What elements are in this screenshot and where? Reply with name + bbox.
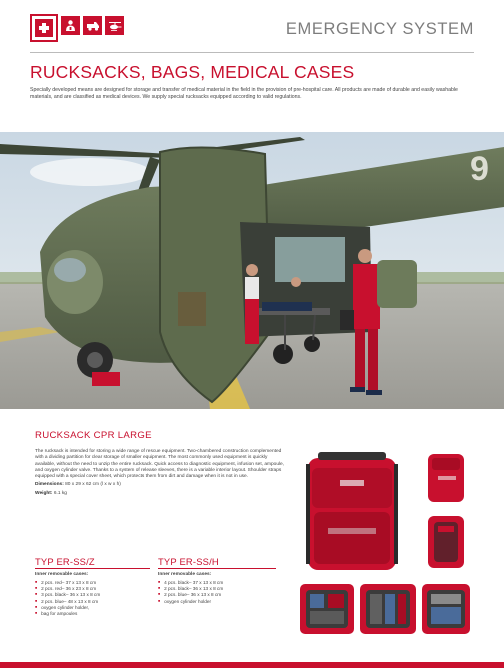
helicopter-icon xyxy=(105,16,124,35)
rucksack-open-image-3 xyxy=(420,578,472,643)
dimensions-label: Dimensions: xyxy=(35,482,64,488)
type-divider-ssh xyxy=(158,568,276,569)
ambulance-icon xyxy=(83,16,102,35)
product-title: RUCKSACK CPR LARGE xyxy=(35,430,152,441)
rucksack-side-image xyxy=(424,450,468,510)
page-title: RUCKSACKS, BAGS, MEDICAL CASES xyxy=(30,62,355,82)
product-weight xyxy=(35,491,285,497)
header-divider xyxy=(30,52,474,53)
footer-accent-bar xyxy=(0,662,504,668)
list-item: ■ 2 pcs. blue– 36 x 13 x 8 cm xyxy=(158,592,223,598)
product-description: The rucksack is intended for storing a wide range of rescue equipment. Two-chambered construction complemented with a dividing partition for clear storage of smaller equipment. The most commonly used equipment is quickly available, without the need to unzip the entire rucksack. Quick access to diagnostic equipment, infusion set, ampoule, and oxygen cylinder valve. Thanks to a system of release sleeves, there is a variable interior layout. Shoulder straps equipped with a special cover sheet, which protects them from dirt and damage when it is not in use. xyxy=(35,449,285,480)
list-item: ■ 2 pcs. black– 36 x 13 x 8 cm xyxy=(158,586,223,592)
page-header xyxy=(0,0,504,52)
intro-paragraph: Specially developed means are designed for storage and transfer of medical material in the field in the provision of pre-hospital care. All products are made of durable and easily washable materials, and are classified as medical devices. We supply special rucksacks equipped according to valid regulations. xyxy=(30,87,458,100)
rucksack-open-image-2 xyxy=(358,578,418,643)
system-title: EMERGENCY SYSTEM xyxy=(285,20,474,38)
rucksack-back-image xyxy=(424,512,468,577)
list-item: ■ oxygen cylinder holder xyxy=(158,599,223,605)
svg-text:9: 9 xyxy=(470,150,489,188)
medical-cross-icon xyxy=(30,14,58,42)
product-dimensions xyxy=(35,482,285,488)
type-items-ssh xyxy=(158,580,223,605)
type-subtitle-ssz: Inner removable cases: xyxy=(35,572,89,577)
hero-photo-helicopter xyxy=(0,132,504,409)
product-description-block xyxy=(35,449,285,499)
list-item: ■ oxygen cylinder holder, xyxy=(35,605,100,611)
weight-label: Weight: xyxy=(35,490,53,496)
dimensions-value: 80 x 29 x 62 cm (l x w x h) xyxy=(65,482,121,488)
list-item: ■ 2 pcs. blue– 48 x 13 x 8 cm xyxy=(35,599,100,605)
type-title-ssh: TYP ER-SS/H xyxy=(158,556,219,567)
weight-value: 6.1 kg xyxy=(53,490,67,496)
rucksack-open-image-1 xyxy=(298,578,356,643)
rucksack-front-image xyxy=(298,450,414,580)
type-items-ssz xyxy=(35,580,100,617)
category-icons xyxy=(30,16,124,42)
list-item: ■ 3 pcs. black– 36 x 13 x 8 cm xyxy=(35,592,100,598)
rescuer-icon xyxy=(61,16,80,35)
list-item: ■ 4 pcs. black– 37 x 13 x 8 cm xyxy=(158,580,223,586)
type-title-ssz: TYP ER-SS/Z xyxy=(35,556,95,567)
list-item: ■ bag for ampoules xyxy=(35,611,100,617)
list-item: ■ 2 pcs. red– 36 x 23 x 8 cm xyxy=(35,586,100,592)
type-subtitle-ssh: Inner removable cases: xyxy=(158,572,212,577)
type-divider-ssz xyxy=(35,568,150,569)
list-item: ■ 2 pcs. red– 37 x 13 x 8 cm xyxy=(35,580,100,586)
